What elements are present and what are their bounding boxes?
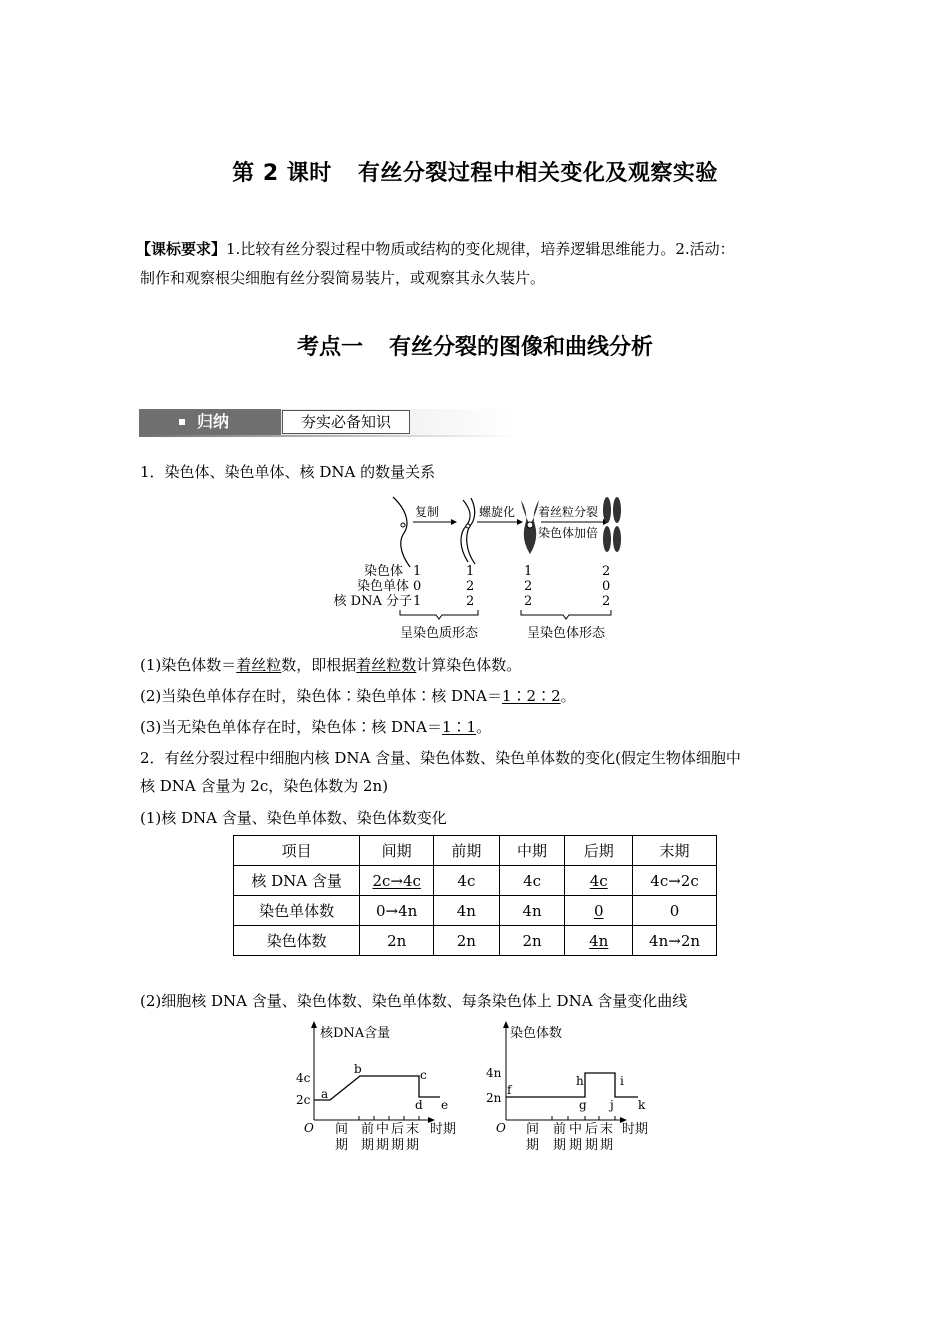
phase-label: 中 <box>569 1122 583 1137</box>
col3-value: 2 <box>524 594 533 609</box>
answer-ratio-11: 1∶1 <box>442 718 477 736</box>
brace-label-chromosome: 呈染色体形态 <box>526 626 606 641</box>
x-axis-label: 时期 <box>622 1122 649 1137</box>
phase-label: 期 <box>361 1138 375 1153</box>
table-header-row <box>234 836 717 866</box>
table-header: 前期 <box>434 836 500 866</box>
y-tick-2n: 2n <box>486 1091 502 1105</box>
banner-dark <box>139 409 281 435</box>
phase-label: 期 <box>391 1138 405 1153</box>
item1-point2: (2)当染色单体存在时，染色体∶染色单体∶核 DNA＝1∶2∶2。 <box>140 687 576 705</box>
table-header: 间期 <box>360 836 434 866</box>
table-cell: 染色单体数 <box>234 896 360 926</box>
phase-label: 期 <box>600 1138 614 1153</box>
phase-label: 期 <box>569 1138 583 1153</box>
y-axis-label: 染色体数 <box>510 1026 563 1041</box>
phase-label: 前 <box>361 1122 375 1137</box>
point-label: j <box>610 1098 614 1112</box>
col4-value: 2 <box>602 564 611 579</box>
summary-banner <box>139 409 517 437</box>
table-cell: 2c→4c <box>360 866 434 896</box>
table-header: 中期 <box>499 836 565 866</box>
origin-label: O <box>304 1121 314 1135</box>
col3-value: 2 <box>524 579 533 594</box>
brace-chromosome <box>521 610 611 619</box>
point-label: e <box>441 1098 449 1112</box>
table-row <box>234 866 717 896</box>
table-cell: 4c→2c <box>633 866 717 896</box>
phase-label: 期 <box>376 1138 390 1153</box>
origin-label: O <box>496 1121 506 1135</box>
dna-content-graph <box>290 1020 470 1160</box>
table-cell: 0 <box>565 896 633 926</box>
point-label: b <box>354 1062 362 1076</box>
phase-label: 前 <box>553 1122 567 1137</box>
row-label-chromatid: 染色单体 <box>356 579 409 594</box>
table-cell: 4n→2n <box>633 926 717 956</box>
table-cell: 4n <box>434 896 500 926</box>
col1-value: 0 <box>413 579 422 594</box>
lesson-title <box>0 156 950 187</box>
table-cell: 核 DNA 含量 <box>234 866 360 896</box>
phase-label: 期 <box>335 1138 349 1153</box>
row-label-dna: 核 DNA 分子 <box>333 594 412 609</box>
phase-label: 中 <box>376 1122 390 1137</box>
step-chromosome-double: 染色体加倍 <box>538 526 599 540</box>
col2-value: 2 <box>466 594 475 609</box>
item2-sub2: (2)细胞核 DNA 含量、染色体数、染色单体数、每条染色体上 DNA 含量变化曲线 <box>140 992 688 1010</box>
step-centromere-split: 着丝粒分裂 <box>538 505 599 519</box>
y-tick-2c: 2c <box>296 1093 311 1107</box>
answer-centromere-count: 着丝粒数 <box>356 656 417 674</box>
table-cell: 2n <box>434 926 500 956</box>
point-label: h <box>576 1074 584 1088</box>
x-axis-label: 时期 <box>430 1122 457 1137</box>
curriculum-requirements <box>136 236 826 263</box>
brace-label-chromatin: 呈染色质形态 <box>399 626 479 641</box>
square-bullet-icon <box>179 419 185 425</box>
col1-value: 1 <box>413 594 422 609</box>
change-table <box>233 835 717 956</box>
col2-value: 1 <box>466 564 475 579</box>
answer-centromere: 着丝粒 <box>236 656 282 674</box>
col1-value: 1 <box>413 564 422 579</box>
y-tick-4n: 4n <box>486 1066 502 1080</box>
col2-value: 2 <box>466 579 475 594</box>
item2-sub1: (1)核 DNA 含量、染色单体数、染色体数变化 <box>140 809 447 827</box>
point-label: i <box>620 1074 624 1088</box>
table-cell: 0→4n <box>360 896 434 926</box>
phase-label: 后 <box>585 1122 599 1137</box>
banner-left-label: 归纳 <box>197 412 230 431</box>
point-label: a <box>321 1087 329 1101</box>
chromosome-x-icon <box>521 500 539 554</box>
step-replication: 复制 <box>415 505 440 519</box>
phase-label: 末 <box>406 1122 420 1137</box>
section-heading <box>0 330 950 361</box>
item1-heading: 1．染色体、染色单体、核 DNA 的数量关系 <box>140 463 436 481</box>
col3-value: 1 <box>524 564 533 579</box>
banner-underline <box>139 435 517 437</box>
table-row <box>234 926 717 956</box>
point-label: g <box>579 1098 587 1112</box>
section-name: 有丝分裂的图像和曲线分析 <box>389 335 654 360</box>
phase-label: 间 <box>335 1122 349 1137</box>
table-header: 后期 <box>565 836 633 866</box>
point-label: k <box>638 1098 646 1112</box>
phase-label: 期 <box>585 1138 599 1153</box>
point-label: f <box>507 1083 512 1097</box>
item1-point1: (1)染色体数＝着丝粒数，即根据着丝粒数计算染色体数。 <box>140 656 522 674</box>
centromere-icon <box>401 523 405 527</box>
chromatin-strand-icon <box>393 497 410 567</box>
table-cell: 4n <box>499 896 565 926</box>
table-cell: 4c <box>565 866 633 896</box>
section-number: 考点一 <box>296 335 363 360</box>
lesson-number: 第 2 课时 <box>232 161 332 186</box>
phase-label: 后 <box>391 1122 405 1137</box>
table-cell: 2n <box>360 926 434 956</box>
requirements-label: 【课标要求】 <box>136 240 227 258</box>
banner-right-label: 夯实必备知识 <box>282 410 410 434</box>
table-cell: 染色体数 <box>234 926 360 956</box>
chromosome-diagram <box>325 492 625 648</box>
y-tick-4c: 4c <box>296 1071 311 1085</box>
col4-value: 0 <box>602 579 611 594</box>
step-condensation: 螺旋化 <box>479 505 516 519</box>
requirements-line2: 制作和观察根尖细胞有丝分裂简易装片，或观察其永久装片。 <box>140 269 546 287</box>
table-cell: 4c <box>499 866 565 896</box>
table-header: 项目 <box>234 836 360 866</box>
phase-label: 期 <box>553 1138 567 1153</box>
chromosome-curve <box>506 1073 638 1097</box>
separated-chromosomes-icon <box>603 497 621 552</box>
item2-heading-line1: 2．有丝分裂过程中细胞内核 DNA 含量、染色体数、染色单体数的变化(假定生物体细胞中 <box>140 749 741 767</box>
table-header: 末期 <box>633 836 717 866</box>
item2-heading-line2: 核 DNA 含量为 2c，染色体数为 2n) <box>140 777 389 795</box>
phase-label: 间 <box>526 1122 540 1137</box>
item1-point3: (3)当无染色单体存在时，染色体∶核 DNA＝1∶1。 <box>140 718 492 736</box>
chromosome-number-graph <box>482 1020 662 1160</box>
table-cell: 4c <box>434 866 500 896</box>
point-label: d <box>415 1098 423 1112</box>
table-cell: 4n <box>565 926 633 956</box>
table-row <box>234 896 717 926</box>
point-label: c <box>420 1068 427 1082</box>
phase-label: 期 <box>526 1138 540 1153</box>
y-axis-label: 核DNA含量 <box>320 1026 391 1041</box>
requirements-line1: 1.比较有丝分裂过程中物质或结构的变化规律，培养逻辑思维能力。2.活动： <box>226 240 735 258</box>
phase-label: 末 <box>600 1122 614 1137</box>
table-cell: 0 <box>633 896 717 926</box>
phase-label: 期 <box>406 1138 420 1153</box>
row-label-chromosome: 染色体 <box>363 564 403 579</box>
table-cell: 2n <box>499 926 565 956</box>
answer-ratio-122: 1∶2∶2 <box>502 687 561 705</box>
col4-value: 2 <box>602 594 611 609</box>
lesson-topic: 有丝分裂过程中相关变化及观察实验 <box>357 161 718 186</box>
brace-chromatin <box>400 610 478 619</box>
